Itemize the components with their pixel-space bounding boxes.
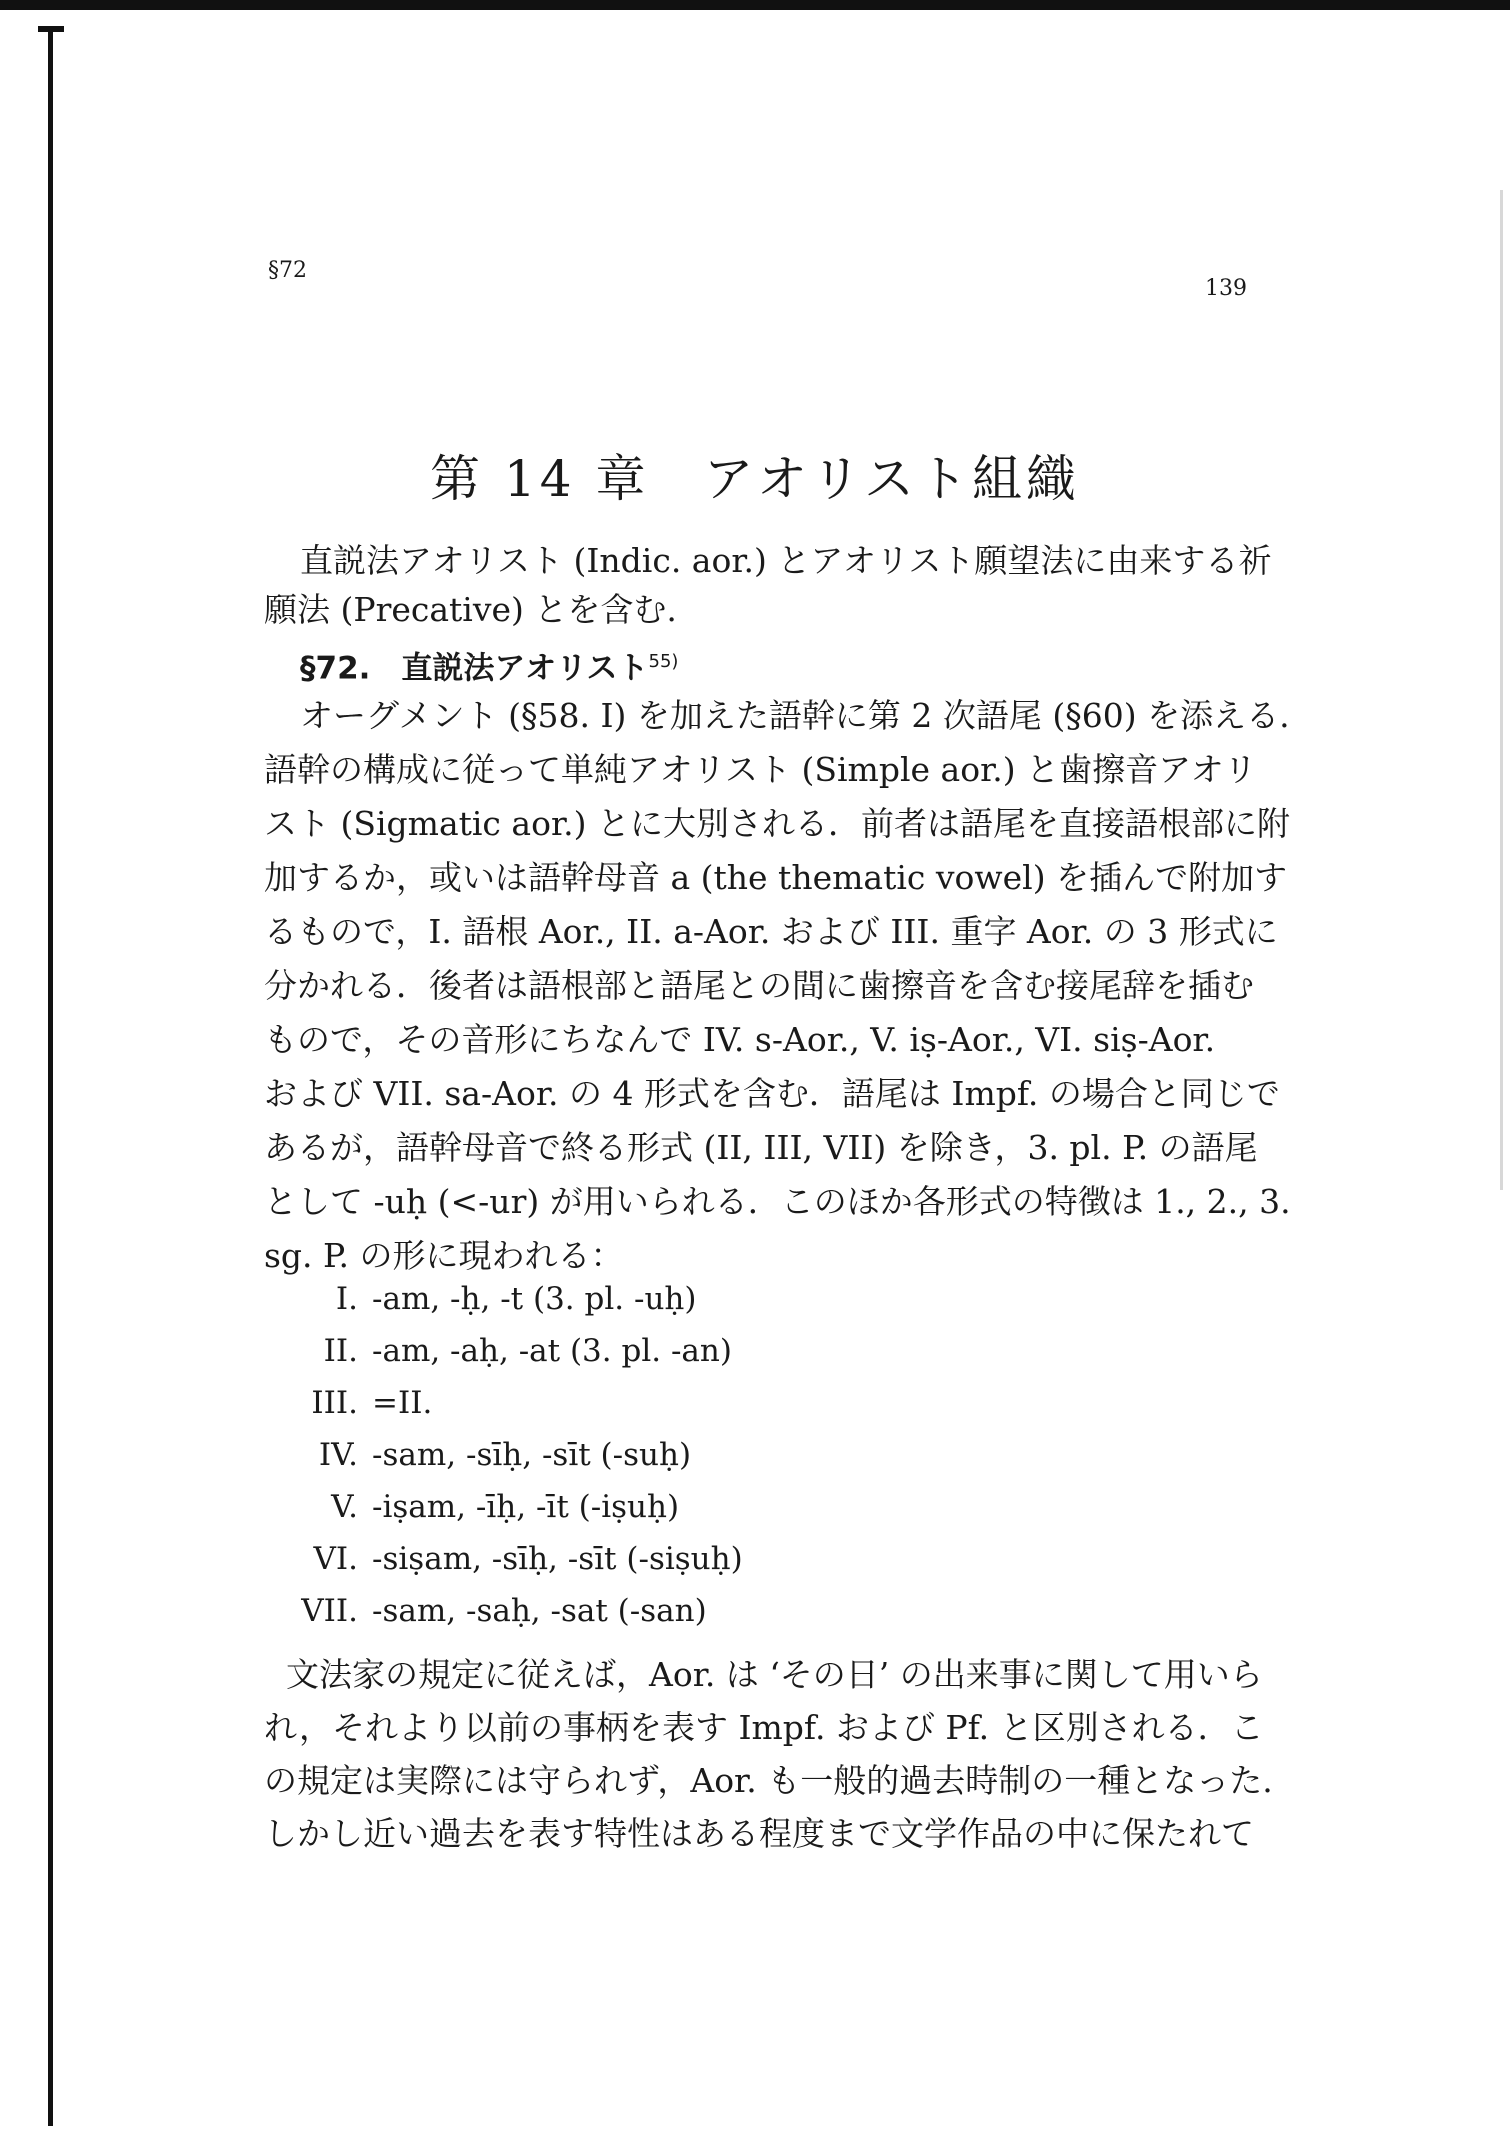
running-head-section: §72 [268, 258, 307, 283]
closing-line: の規定は実際には守られず，Aor. も一般的過去時制の一種となった. [264, 1761, 1273, 1800]
ending-forms: -sam, -sīḥ, -sīt (-suḥ) [372, 1437, 692, 1473]
chapter-title: 第 14 章 アオリスト組織 [430, 449, 1080, 508]
ending-label: IV. [318, 1437, 358, 1473]
closing-line: れ，それより以前の事柄を表す Impf. および Pf. と区別される．こ [264, 1708, 1264, 1747]
ending-forms: =II. [372, 1385, 433, 1421]
ending-forms: -siṣam, -sīḥ, -sīt (-siṣuḥ) [372, 1541, 743, 1577]
section-heading-text: §72. 直説法アオリスト [300, 650, 649, 687]
intro-line: 願法 (Precative) とを含む. [264, 590, 677, 629]
body-line: 加するか，或いは語幹母音 a (the thematic vowel) を插んで附加す [264, 858, 1288, 897]
body-line: オーグメント (§58. I) を加えた語幹に第 2 次語尾 (§60) を添える. [300, 696, 1290, 735]
ending-forms: -am, -ḥ, -t (3. pl. -uḥ) [372, 1281, 697, 1317]
scan-left-edge [48, 26, 53, 2126]
body-line: sg. P. の形に現われる： [264, 1236, 624, 1275]
body-line: 語幹の構成に従って単純アオリスト (Simple aor.) と歯擦音アオリ [264, 750, 1257, 789]
ending-label: VI. [313, 1541, 358, 1577]
closing-line: 文法家の規定に従えば，Aor. は ‘その日’ の出来事に関して用いら [286, 1655, 1263, 1694]
footnote-reference: 55) [648, 651, 679, 672]
body-line: 分かれる．後者は語根部と語尾との間に歯擦音を含む接尾辞を插む [264, 966, 1254, 1005]
ending-label: II. [323, 1333, 358, 1369]
ending-forms: -iṣam, -īḥ, -īt (-iṣuḥ) [372, 1489, 680, 1525]
intro-line: 直説法アオリスト (Indic. aor.) とアオリスト願望法に由来する祈 [300, 541, 1272, 580]
scan-right-edge [1500, 190, 1503, 1190]
body-line: るもので，I. 語根 Aor., II. a-Aor. および III. 重字 Aor. の 3 形式に [264, 912, 1278, 951]
body-line: として -uḥ (<-ur) が用いられる．このほか各形式の特徴は 1., 2., 3. [264, 1182, 1291, 1221]
ending-forms: -sam, -saḥ, -sat (-san) [372, 1593, 707, 1629]
closing-line: しかし近い過去を表す特性はある程度まで文学作品の中に保たれて [264, 1814, 1254, 1853]
body-line: あるが，語幹母音で終る形式 (II, III, VII) を除き，3. pl. P. の語尾 [264, 1128, 1258, 1167]
page-number: 139 [1205, 276, 1247, 301]
ending-label: I. [335, 1281, 358, 1317]
ending-label: V. [331, 1489, 358, 1525]
body-line: スト (Sigmatic aor.) とに大別される．前者は語尾を直接語根部に附 [264, 804, 1290, 843]
ending-label: VII. [301, 1593, 358, 1629]
ending-forms: -am, -aḥ, -at (3. pl. -an) [372, 1333, 732, 1369]
section-heading [300, 642, 678, 688]
body-line: および VII. sa-Aor. の 4 形式を含む．語尾は Impf. の場合と同じで [264, 1074, 1280, 1113]
ending-label: III. [311, 1385, 358, 1421]
body-line: もので，その音形にちなんで IV. s-Aor., V. iṣ-Aor., VI. siṣ-Aor. [264, 1020, 1216, 1059]
scan-top-edge [0, 0, 1510, 10]
